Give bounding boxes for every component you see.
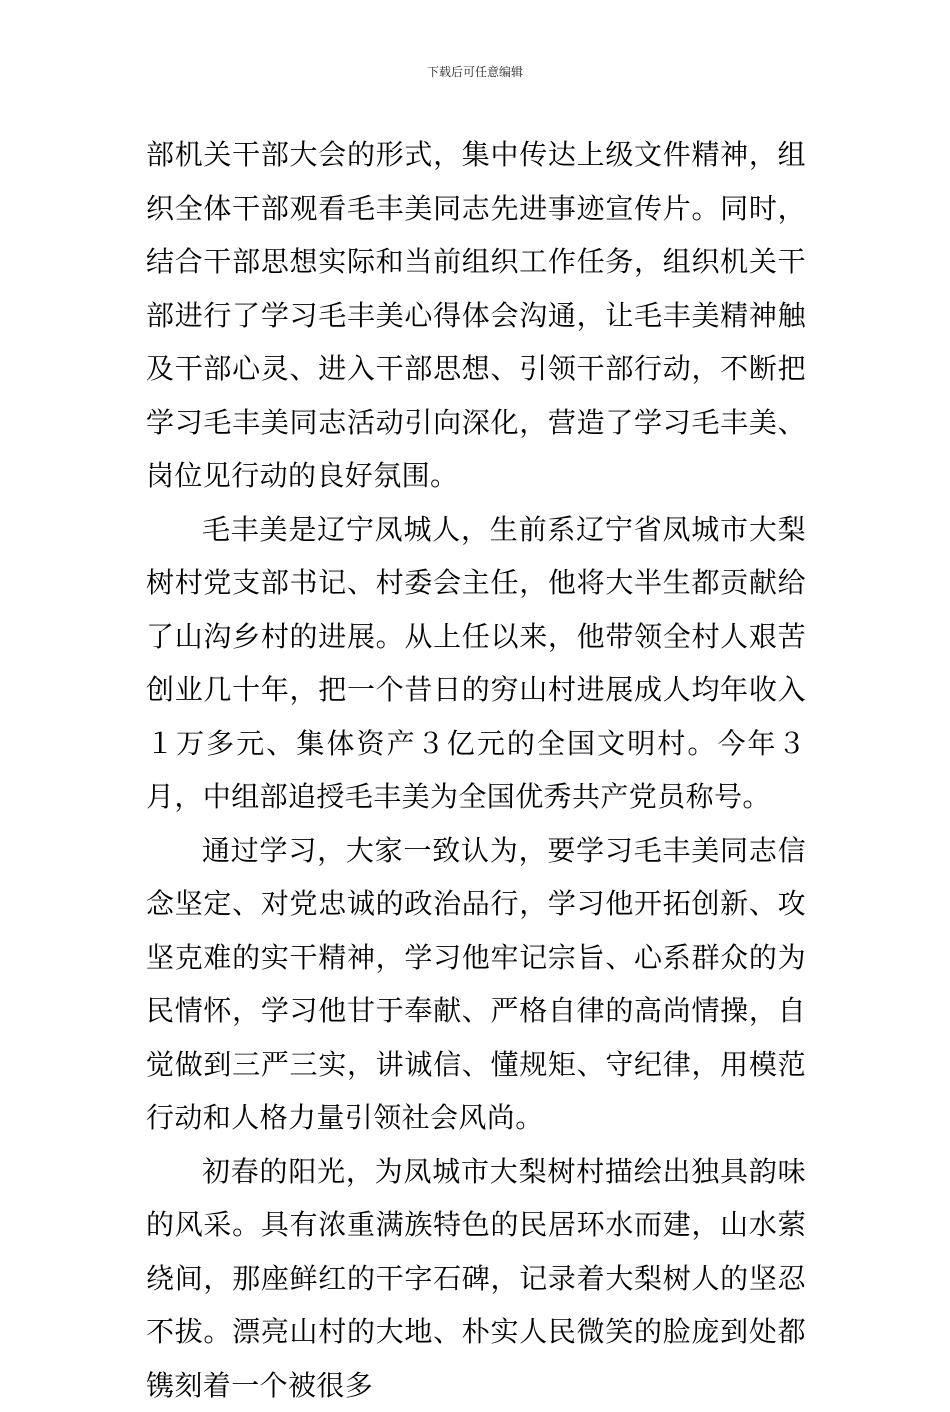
paragraph-4: 初春的阳光，为凤城市大梨树村描绘出独具韵味的风采。具有浓重满族特色的民居环水而建，山水萦绕间，那座鲜红的干字石碑，记录着大梨树人的坚忍不拔。漂亮山村的大地、朴实人民微笑的脸庞到处都镌刻着一个被很多 [146,1145,806,1412]
paragraph-3: 通过学习，大家一致认为，要学习毛丰美同志信念坚定、对党忠诚的政治品行，学习他开拓创新、攻坚克难的实干精神，学习他牢记宗旨、心系群众的为民情怀，学习他甘于奉献、严格自律的高尚情操，自觉做到三严三实，讲诚信、懂规矩、守纪律，用模范行动和人格力量引领社会风尚。 [146,824,806,1145]
document-body [146,128,806,1412]
page-header-note: 下载后可任意编辑 [0,64,950,80]
paragraph-2: 毛丰美是辽宁凤城人，生前系辽宁省凤城市大梨树村党支部书记、村委会主任，他将大半生都贡献给了山沟乡村的进展。从上任以来，他带领全村人艰苦创业几十年，把一个昔日的穷山村进展成人均年收入１万多元、集体资产３亿元的全国文明村。今年３月，中组部追授毛丰美为全国优秀共产党员称号。 [146,503,806,824]
paragraph-1: 部机关干部大会的形式，集中传达上级文件精神，组织全体干部观看毛丰美同志先进事迹宣传片。同时，结合干部思想实际和当前组织工作任务，组织机关干部进行了学习毛丰美心得体会沟通，让毛丰美精神触及干部心灵、进入干部思想、引领干部行动，不断把学习毛丰美同志活动引向深化，营造了学习毛丰美、岗位见行动的良好氛围。 [146,128,806,503]
